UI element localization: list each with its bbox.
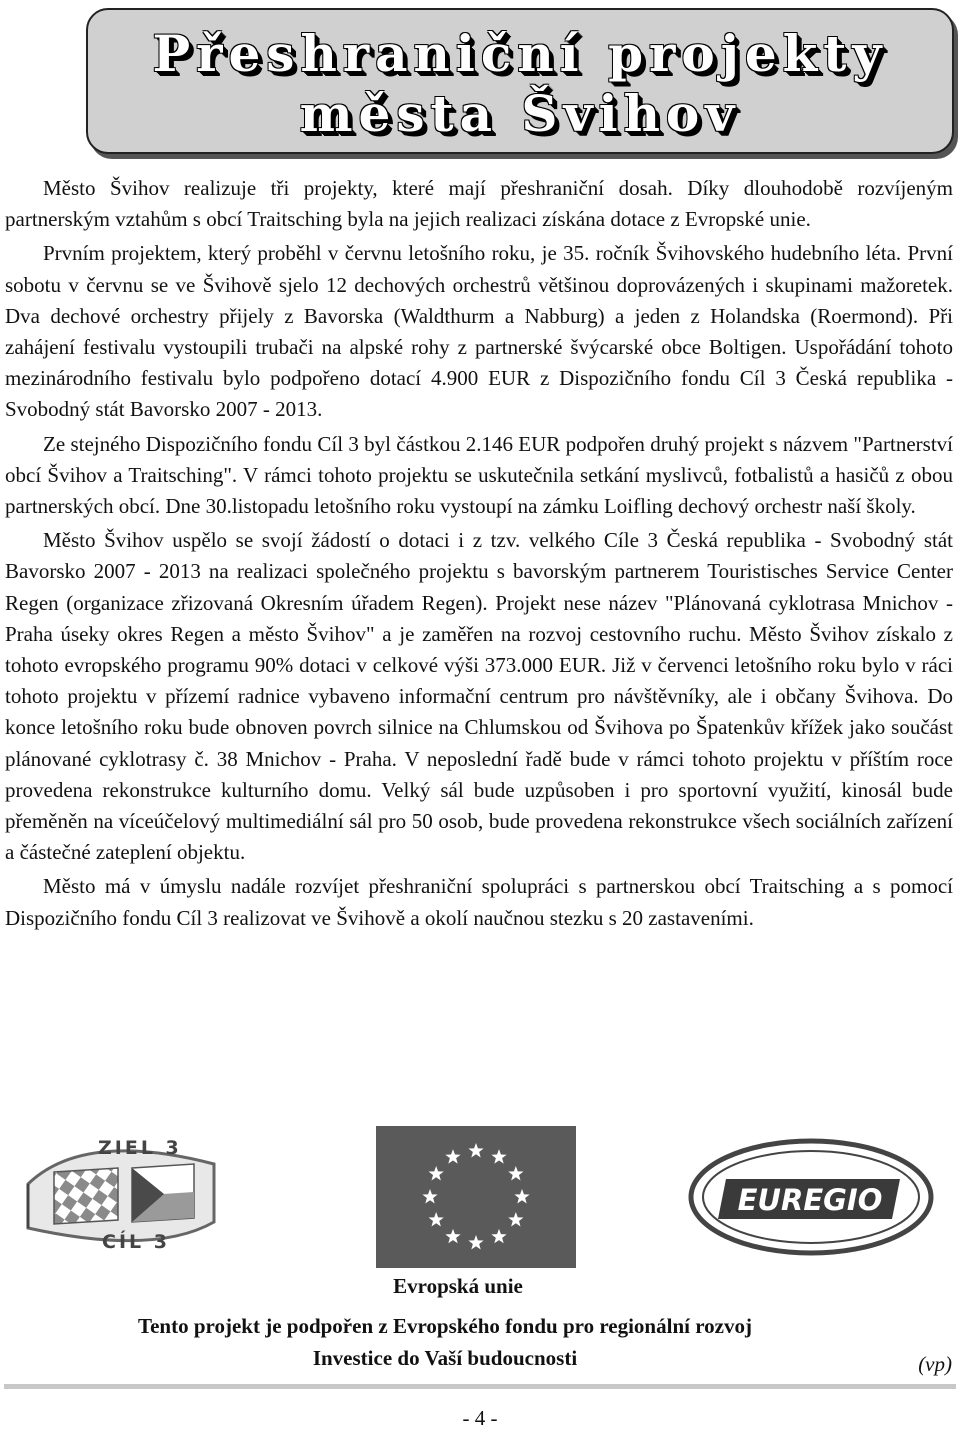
ziel3-top-text: ZIEL 3 (98, 1137, 182, 1159)
page-title-line-2: města Švihov (299, 84, 741, 143)
funding-line-1: Tento projekt je podpořen z Evropského fondu pro regionální rozvoj (138, 1314, 752, 1338)
article-body (5, 173, 953, 937)
eu-label: Evropská unie (393, 1274, 523, 1298)
euregio-logo-icon (686, 1135, 936, 1259)
article-paragraph-5: Město má v úmyslu nadále rozvíjet přeshraniční spolupráci s partnerskou obcí Traitsching a s pomocí Dispozičního fondu Cíl 3 realizovat ve Švihově a okolí naučnou stezku s 20 zastaveními. (5, 874, 953, 930)
article-paragraph-3: Ze stejného Dispozičního fondu Cíl 3 byl částkou 2.146 EUR podpořen druhý projekt s názvem "Partnerství obcí Švihov a Traitsching". V rámci tohoto projektu se uskutečnila setkání myslivců, fotbalistů a hasičů z obou partnerských obcí. Dne 30.listopadu letošního roku vystoupí na zámku Loifling dechový orchestr naší školy. (5, 431, 953, 519)
footer-divider (4, 1384, 956, 1389)
funding-line-2: Investice do Vaší budoucnosti (312, 1346, 578, 1370)
euregio-text: EUREGIO (737, 1183, 883, 1217)
article-paragraph-4: Město Švihov uspělo se svojí žádostí o dotaci i z tzv. velkého Cíle 3 Česká republika - Svobodný stát Bavorsko 2007 - 2013 na realizaci společného projektu s bavorským partnerem Touristisches Service Center Regen (organizace zřizovaná Okresním úřadem Regen). Projekt nese název "Plánovaná cyklotrasa Mnichov - Praha úseky okres Regen a město Švihov" a je zaměřen na rozvoj cestovního ruchu. Město Švihov získalo z tohoto evropského programu 90% dotaci v celkové výši 373.000 EUR. Již v červenci letošního roku bylo v ráci tohoto projektu v přízemí radnice vybaveno informační centrum pro návštěvníky, ale i občany Švihova. Do konce letošního roku bude obnoven povrch silnice na Chlumskou od Švihova po Špatenkův křížek jako součást plánované cyklotrasy č. 38 Mnichov - Praha. V neposlední řadě bude v rámci tohoto projektu v příštím roce provedena rekonstrukce kulturního domu. Velký sál bude uzpůsoben i pro sportovní využití, kinosál bude přeměněn na víceúčelový multimediální sál pro 50 osob, bude provedena rekonstrukce všech sociálních zařízení a částečné zateplení objektu. (5, 528, 953, 865)
article-paragraph-1: Město Švihov realizuje tři projekty, které mají přeshraniční dosah. Díky dlouhodobě rozvíjeným partnerským vztahům s obcí Traitsching byla na jejich realizaci získána dotace z Evropské unie. (5, 176, 953, 232)
article-paragraph-2: Prvním projektem, který proběhl v červnu letošního roku, je 35. ročník Švihovského hudebního léta. První sobotu v červnu se ve Švihově sjelo 12 dechových orchestrů většinou doprovázených i skupinami mažoretek. Dva dechové orchestry přijely z Bavorska (Waldthurm a Nabburg) a jeden z Holandska (Roermond). Při zahájení festivalu vystoupili trubači na alpské rohy z partnerské švýcarské obce Boltigen. Uspořádání tohoto mezinárodního festivalu bylo podpořeno dotací 4.900 EUR z Dispozičního fondu Cíl 3 Česká republika - Svobodný stát Bavorsko 2007 - 2013. (5, 241, 953, 422)
title-banner (86, 8, 954, 154)
ziel3-logo-icon (24, 1124, 218, 1258)
eu-flag-icon (376, 1126, 576, 1268)
page-title-line-1: Přeshraniční projekty (152, 24, 888, 83)
page-number: - 4 - (462, 1406, 498, 1430)
funding-statement (0, 1310, 960, 1374)
author-initials: (vp) (918, 1352, 952, 1376)
cil3-bottom-text: CÍL 3 (102, 1231, 170, 1253)
